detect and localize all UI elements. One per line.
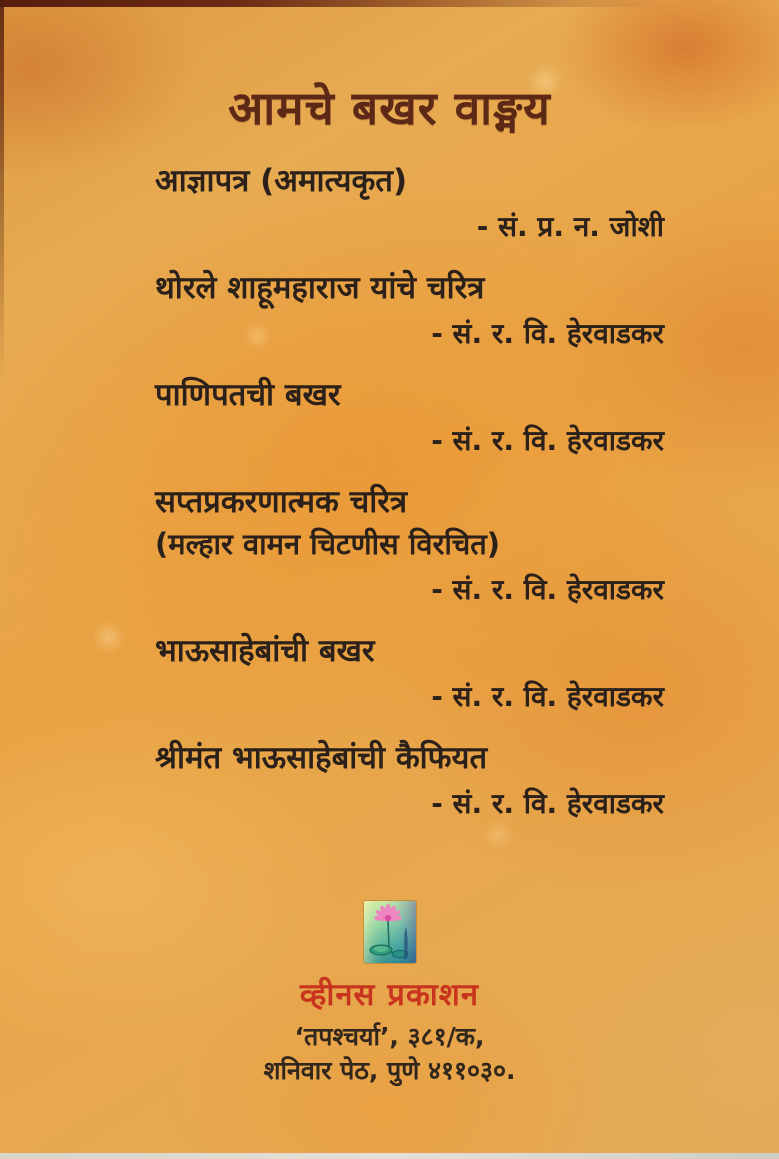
- book-editor: - सं. र. वि. हेरवाडकर: [431, 787, 664, 820]
- book-editor: - सं. र. वि. हेरवाडकर: [431, 680, 664, 713]
- top-edge-shadow: [0, 0, 779, 7]
- book-editor: - सं. र. वि. हेरवाडकर: [431, 424, 664, 457]
- book-editor: - सं. र. वि. हेरवाडकर: [431, 573, 664, 606]
- book-title: श्रीमंत भाऊसाहेबांची कैफियत: [155, 740, 488, 776]
- book-list: [155, 160, 664, 844]
- book-entry: [155, 630, 664, 715]
- publisher-name: व्हीनस प्रकाशन: [299, 977, 480, 1013]
- book-entry: [155, 481, 664, 608]
- book-editor: - सं. र. वि. हेरवाडकर: [431, 317, 664, 350]
- publisher-address-line1: ‘तपश्चर्या’, ३८१/क,: [294, 1022, 485, 1051]
- book-title: पाणिपतची बखर: [155, 377, 341, 413]
- book-entry: [155, 374, 664, 459]
- bottom-edge-strip: [0, 1153, 779, 1159]
- book-title: सप्तप्रकरणात्मक चरित्र: [155, 484, 408, 520]
- publisher-address-line2: शनिवार पेठ, पुणे ४११०३०.: [263, 1056, 516, 1085]
- book-title: थोरले शाहूमहाराज यांचे चरित्र: [155, 270, 485, 306]
- book-entry: [155, 160, 664, 245]
- book-title: आज्ञापत्र (अमात्यकृत): [155, 163, 408, 199]
- publisher-logo: [364, 901, 416, 963]
- lotus-pond-icon: [364, 901, 416, 963]
- book-subtitle: (मल्हार वामन चिटणीस विरचित): [155, 527, 501, 561]
- book-entry: [155, 267, 664, 352]
- book-entry: [155, 737, 664, 822]
- publisher-block: [0, 901, 779, 1088]
- book-editor: - सं. प्र. न. जोशी: [476, 210, 664, 243]
- page-title: आमचे बखर वाङ्मय: [228, 81, 551, 135]
- left-edge-shadow: [0, 0, 4, 380]
- book-title: भाऊसाहेबांची बखर: [155, 633, 375, 669]
